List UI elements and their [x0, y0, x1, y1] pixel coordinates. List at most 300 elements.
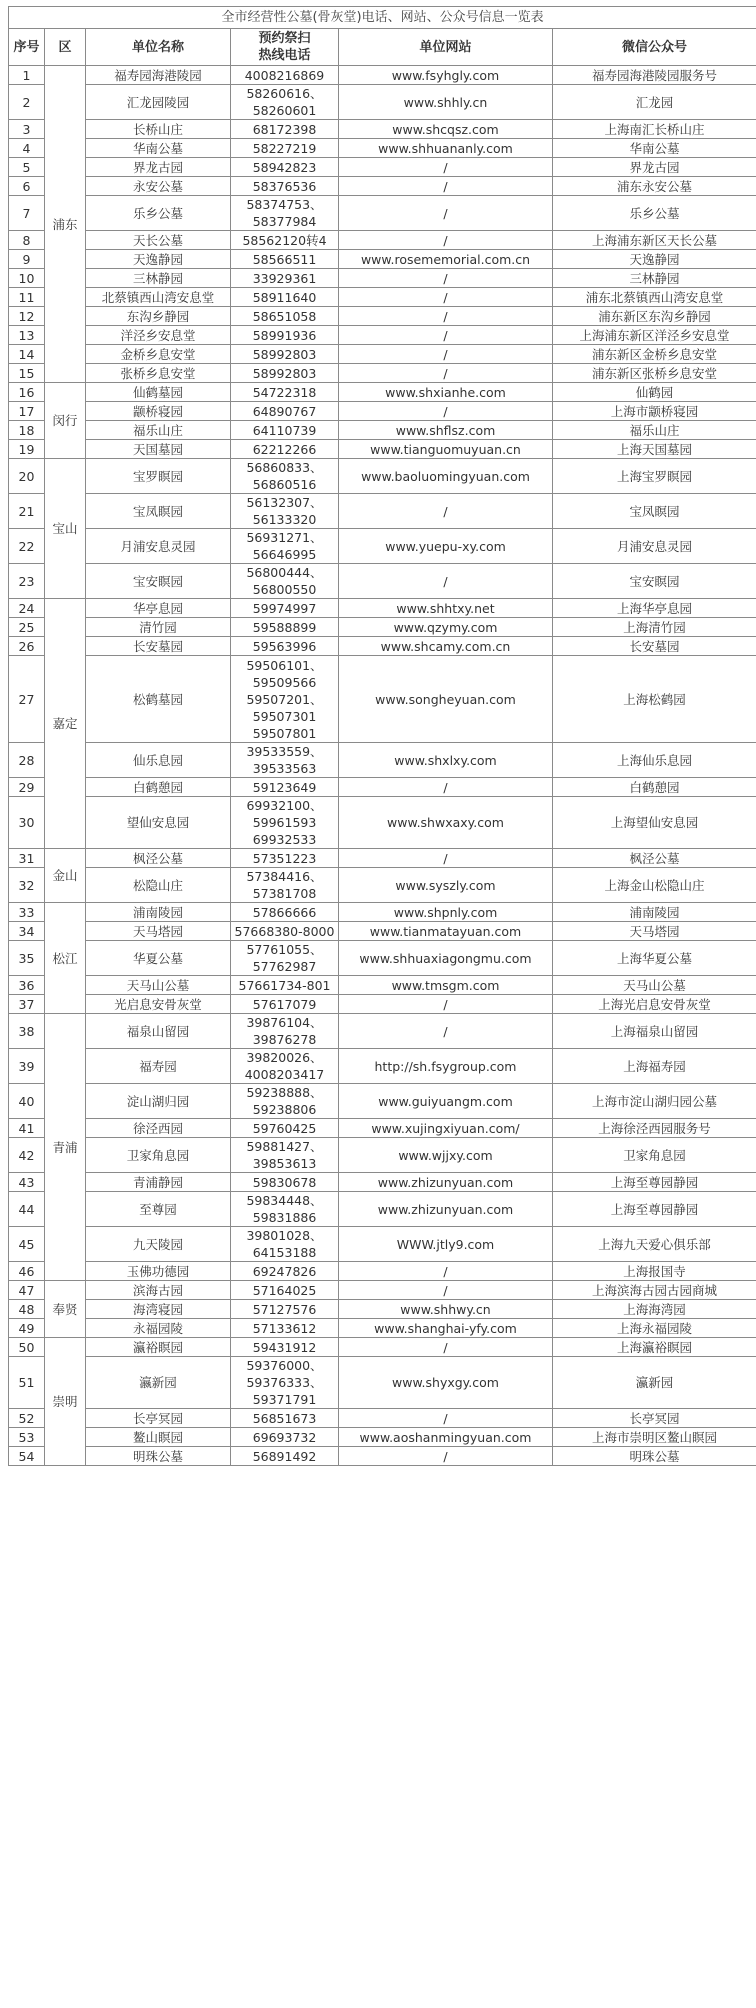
cell-district: 嘉定	[45, 599, 86, 849]
phone-line: 56646995	[252, 547, 317, 562]
cell-no: 7	[9, 196, 45, 231]
phone-line: 39801028、	[246, 1228, 323, 1243]
cell-no: 4	[9, 139, 45, 158]
table-row	[9, 1428, 756, 1447]
cell-name: 宝安瞑园	[86, 564, 231, 599]
cell-phone	[231, 1119, 339, 1138]
cell-site: www.shanghai-yfy.com	[339, 1319, 553, 1338]
table-row	[9, 231, 756, 250]
phone-line: 57381708	[252, 886, 317, 901]
cell-phone	[231, 922, 339, 941]
cell-district: 奉贤	[45, 1281, 86, 1338]
phone-line: 58377984	[252, 214, 317, 229]
table-row	[9, 120, 756, 139]
cell-no: 38	[9, 1014, 45, 1049]
phone-line: 59961593	[252, 815, 317, 830]
phone-line: 58992803	[252, 346, 317, 362]
cell-no: 52	[9, 1409, 45, 1428]
cell-wechat: 月浦安息灵园	[553, 529, 756, 564]
phone-line: 39820026、	[246, 1050, 323, 1065]
phone-line: 39853613	[252, 1156, 317, 1171]
cell-district: 金山	[45, 849, 86, 903]
cell-phone	[231, 364, 339, 383]
cell-name: 长桥山庄	[86, 120, 231, 139]
cell-name: 月浦安息灵园	[86, 529, 231, 564]
cell-name: 福乐山庄	[86, 421, 231, 440]
cell-phone	[231, 656, 339, 743]
cell-name: 仙乐息园	[86, 743, 231, 778]
cell-wechat: 仙鹤园	[553, 383, 756, 402]
cell-name: 三林静园	[86, 269, 231, 288]
phone-line: 59238806	[252, 1102, 317, 1117]
cell-name: 东沟乡静园	[86, 307, 231, 326]
cell-name: 至尊园	[86, 1192, 231, 1227]
phone-line: 59831886	[252, 1210, 317, 1225]
cell-no: 49	[9, 1319, 45, 1338]
cell-no: 9	[9, 250, 45, 269]
cell-name: 松隐山庄	[86, 868, 231, 903]
cell-phone	[231, 797, 339, 849]
phone-line: 69932100、	[246, 798, 323, 813]
cell-district: 闵行	[45, 383, 86, 459]
phone-line: 59507301	[252, 708, 317, 724]
cell-name: 仙鹤墓园	[86, 383, 231, 402]
cell-site: www.zhizunyuan.com	[339, 1192, 553, 1227]
phone-line: 59376333、	[246, 1375, 323, 1390]
phone-line: 39876278	[252, 1032, 317, 1047]
cell-no: 6	[9, 177, 45, 196]
cell-no: 16	[9, 383, 45, 402]
cell-site: www.shflsz.com	[339, 421, 553, 440]
cell-site: /	[339, 1338, 553, 1357]
cell-wechat: 上海南汇长桥山庄	[553, 120, 756, 139]
phone-line: 39876104、	[246, 1015, 323, 1030]
cell-wechat: 明珠公墓	[553, 1447, 756, 1466]
cell-site: www.shcqsz.com	[339, 120, 553, 139]
cell-phone	[231, 1319, 339, 1338]
cell-phone	[231, 1447, 339, 1466]
cell-wechat: 上海松鹤园	[553, 656, 756, 743]
cell-wechat: 福乐山庄	[553, 421, 756, 440]
cell-name: 天马塔园	[86, 922, 231, 941]
cell-wechat: 天马塔园	[553, 922, 756, 941]
cell-name: 界龙古园	[86, 158, 231, 177]
phone-line: 58992803	[252, 365, 317, 381]
cell-no: 1	[9, 66, 45, 85]
cell-wechat: 长安墓园	[553, 637, 756, 656]
header-district: 区	[45, 29, 86, 66]
cell-wechat: 上海浦东新区天长公墓	[553, 231, 756, 250]
phone-line: 69247826	[252, 1263, 317, 1279]
cell-site: www.qzymy.com	[339, 618, 553, 637]
cell-phone	[231, 1227, 339, 1262]
phone-line: 57351223	[252, 850, 317, 866]
cell-phone	[231, 459, 339, 494]
cell-no: 8	[9, 231, 45, 250]
cell-no: 13	[9, 326, 45, 345]
phone-line: 59830678	[252, 1174, 317, 1190]
cell-wechat: 宝安瞑园	[553, 564, 756, 599]
cell-no: 47	[9, 1281, 45, 1300]
cell-wechat: 界龙古园	[553, 158, 756, 177]
cell-phone	[231, 1428, 339, 1447]
table-row	[9, 288, 756, 307]
cell-wechat: 上海市崇明区鳌山瞑园	[553, 1428, 756, 1447]
cell-site: /	[339, 1262, 553, 1281]
cell-name: 瀛新园	[86, 1357, 231, 1409]
cell-name: 福泉山留园	[86, 1014, 231, 1049]
cell-name: 浦南陵园	[86, 903, 231, 922]
cell-phone	[231, 941, 339, 976]
cell-name: 福寿园	[86, 1049, 231, 1084]
phone-line: 57133612	[252, 1320, 317, 1336]
phone-line: 56800444、	[246, 565, 323, 580]
phone-line: 59506101、	[246, 657, 323, 673]
table-row	[9, 139, 756, 158]
cell-wechat: 长亭冥园	[553, 1409, 756, 1428]
cell-no: 14	[9, 345, 45, 364]
phone-line: 57661734-801	[238, 977, 331, 993]
table-row	[9, 849, 756, 868]
cell-name: 鳌山瞑园	[86, 1428, 231, 1447]
cell-wechat: 福寿园海港陵园服务号	[553, 66, 756, 85]
cell-wechat: 浦东永安公墓	[553, 177, 756, 196]
table-row	[9, 1262, 756, 1281]
cell-site: www.shhtxy.net	[339, 599, 553, 618]
cell-no: 30	[9, 797, 45, 849]
cell-site: /	[339, 326, 553, 345]
cell-site: www.songheyuan.com	[339, 656, 553, 743]
phone-line: 56860516	[252, 477, 317, 492]
table-title: 全市经营性公墓(骨灰堂)电话、网站、公众号信息一览表	[9, 7, 756, 29]
cell-name: 天国墓园	[86, 440, 231, 459]
table-row	[9, 1300, 756, 1319]
cell-site: http://sh.fsygroup.com	[339, 1049, 553, 1084]
table-row	[9, 976, 756, 995]
cell-site: www.shhuaxiagongmu.com	[339, 941, 553, 976]
table-row	[9, 1319, 756, 1338]
table-row	[9, 1138, 756, 1173]
table-row	[9, 1357, 756, 1409]
cell-site: /	[339, 402, 553, 421]
phone-line: 59238888、	[246, 1085, 323, 1100]
phone-line: 56860833、	[246, 460, 323, 475]
cell-site: /	[339, 494, 553, 529]
cell-name: 天长公墓	[86, 231, 231, 250]
table-row	[9, 85, 756, 120]
cell-no: 29	[9, 778, 45, 797]
cell-phone	[231, 307, 339, 326]
cell-wechat: 卫家角息园	[553, 1138, 756, 1173]
cell-name: 华夏公墓	[86, 941, 231, 976]
cell-site: www.tianmatayuan.com	[339, 922, 553, 941]
cell-site: /	[339, 364, 553, 383]
cell-no: 20	[9, 459, 45, 494]
cell-wechat: 天逸静园	[553, 250, 756, 269]
cell-phone	[231, 1262, 339, 1281]
cell-wechat: 上海市淀山湖归园公墓	[553, 1084, 756, 1119]
table-row	[9, 1084, 756, 1119]
table-row	[9, 250, 756, 269]
cell-wechat: 三林静园	[553, 269, 756, 288]
table-row	[9, 656, 756, 743]
cell-name: 卫家角息园	[86, 1138, 231, 1173]
cell-phone	[231, 326, 339, 345]
cell-site: /	[339, 307, 553, 326]
phone-line: 69932533	[252, 832, 317, 847]
table-row	[9, 618, 756, 637]
cell-no: 34	[9, 922, 45, 941]
cell-wechat: 上海海湾园	[553, 1300, 756, 1319]
cell-name: 张桥乡息安堂	[86, 364, 231, 383]
phone-line: 64153188	[252, 1245, 317, 1260]
cell-phone	[231, 1338, 339, 1357]
cell-wechat: 上海瀛裕瞑园	[553, 1338, 756, 1357]
cell-wechat: 上海徐泾西园服务号	[553, 1119, 756, 1138]
phone-line: 39533559、	[246, 744, 323, 759]
cell-wechat: 上海九天爱心俱乐部	[553, 1227, 756, 1262]
cell-name: 光启息安骨灰堂	[86, 995, 231, 1014]
cell-wechat: 上海华亭息园	[553, 599, 756, 618]
cell-name: 北蔡镇西山湾安息堂	[86, 288, 231, 307]
cell-phone	[231, 440, 339, 459]
cell-site: www.tianguomuyuan.cn	[339, 440, 553, 459]
cell-site: www.shyxgy.com	[339, 1357, 553, 1409]
table-row	[9, 995, 756, 1014]
cell-site: /	[339, 231, 553, 250]
phone-line: 59974997	[252, 600, 317, 616]
cell-name: 华亭息园	[86, 599, 231, 618]
cell-no: 33	[9, 903, 45, 922]
header-site: 单位网站	[339, 29, 553, 66]
cell-no: 2	[9, 85, 45, 120]
cell-name: 清竹园	[86, 618, 231, 637]
cell-name: 玉佛功德园	[86, 1262, 231, 1281]
cell-wechat: 上海宝罗瞑园	[553, 459, 756, 494]
phone-line: 58911640	[252, 289, 317, 305]
header-name: 单位名称	[86, 29, 231, 66]
cell-phone	[231, 1138, 339, 1173]
cell-no: 44	[9, 1192, 45, 1227]
table-row	[9, 564, 756, 599]
table-row	[9, 66, 756, 85]
cell-name: 金桥乡息安堂	[86, 345, 231, 364]
phone-line: 64890767	[252, 403, 317, 419]
cell-phone	[231, 231, 339, 250]
cell-wechat: 上海报国寺	[553, 1262, 756, 1281]
cell-no: 26	[9, 637, 45, 656]
cell-phone	[231, 1357, 339, 1409]
phone-line: 62212266	[252, 441, 317, 457]
table-row	[9, 1014, 756, 1049]
cell-no: 51	[9, 1357, 45, 1409]
cell-no: 15	[9, 364, 45, 383]
cell-site: www.rosememorial.com.cn	[339, 250, 553, 269]
phone-line: 59881427、	[246, 1139, 323, 1154]
cell-wechat: 浦南陵园	[553, 903, 756, 922]
cell-name: 宝凤瞑园	[86, 494, 231, 529]
cell-name: 乐乡公墓	[86, 196, 231, 231]
cell-no: 37	[9, 995, 45, 1014]
table-row	[9, 1281, 756, 1300]
cell-site: /	[339, 345, 553, 364]
cell-wechat: 上海金山松隐山庄	[553, 868, 756, 903]
cell-wechat: 上海至尊园静园	[553, 1173, 756, 1192]
table-row	[9, 326, 756, 345]
table-row	[9, 421, 756, 440]
phone-line: 56800550	[252, 582, 317, 597]
table-row	[9, 1192, 756, 1227]
cell-site: /	[339, 849, 553, 868]
phone-line: 56851673	[252, 1410, 317, 1426]
cell-phone	[231, 868, 339, 903]
table-row	[9, 743, 756, 778]
cell-no: 31	[9, 849, 45, 868]
cell-wechat: 白鹤憩园	[553, 778, 756, 797]
cell-district: 崇明	[45, 1338, 86, 1466]
cell-no: 36	[9, 976, 45, 995]
cell-wechat: 瀛新园	[553, 1357, 756, 1409]
cell-name: 淀山湖归园	[86, 1084, 231, 1119]
cell-no: 22	[9, 529, 45, 564]
table-row	[9, 459, 756, 494]
cell-name: 白鹤憩园	[86, 778, 231, 797]
cell-phone	[231, 1409, 339, 1428]
phone-line: 68172398	[252, 121, 317, 137]
phone-line: 57761055、	[246, 942, 323, 957]
cell-name: 永福园陵	[86, 1319, 231, 1338]
phone-line: 58651058	[252, 308, 317, 324]
table-row	[9, 494, 756, 529]
cell-site: www.shpnly.com	[339, 903, 553, 922]
cell-phone	[231, 345, 339, 364]
cell-phone	[231, 250, 339, 269]
cell-site: www.zhizunyuan.com	[339, 1173, 553, 1192]
cell-no: 27	[9, 656, 45, 743]
phone-line: 59588899	[252, 619, 317, 635]
phone-line: 69693732	[252, 1429, 317, 1445]
phone-line: 58376536	[252, 178, 317, 194]
cell-phone	[231, 158, 339, 177]
table-row	[9, 1409, 756, 1428]
table-row	[9, 307, 756, 326]
phone-line: 58562120转4	[242, 232, 327, 248]
cell-name: 长亭冥园	[86, 1409, 231, 1428]
cell-no: 24	[9, 599, 45, 618]
cell-name: 华南公墓	[86, 139, 231, 158]
cell-site: /	[339, 196, 553, 231]
cell-wechat: 上海仙乐息园	[553, 743, 756, 778]
cell-site: www.wjjxy.com	[339, 1138, 553, 1173]
cell-site: www.shhly.cn	[339, 85, 553, 120]
phone-line: 4008216869	[244, 67, 325, 83]
cell-no: 40	[9, 1084, 45, 1119]
cell-wechat: 浦东新区金桥乡息安堂	[553, 345, 756, 364]
cell-no: 17	[9, 402, 45, 421]
cell-no: 19	[9, 440, 45, 459]
phone-line: 33929361	[252, 270, 317, 286]
table-row	[9, 364, 756, 383]
cell-wechat: 上海华夏公墓	[553, 941, 756, 976]
table-row	[9, 440, 756, 459]
table-row	[9, 637, 756, 656]
cell-site: www.shhwy.cn	[339, 1300, 553, 1319]
cell-name: 海湾寝园	[86, 1300, 231, 1319]
cell-no: 10	[9, 269, 45, 288]
cell-no: 48	[9, 1300, 45, 1319]
cell-wechat: 汇龙园	[553, 85, 756, 120]
cemetery-info-table	[8, 6, 756, 1466]
cell-no: 45	[9, 1227, 45, 1262]
cell-no: 25	[9, 618, 45, 637]
cell-name: 明珠公墓	[86, 1447, 231, 1466]
cell-name: 瀛裕瞑园	[86, 1338, 231, 1357]
cell-site: /	[339, 288, 553, 307]
cell-no: 11	[9, 288, 45, 307]
cell-site: /	[339, 1409, 553, 1428]
cell-site: /	[339, 778, 553, 797]
cell-site: /	[339, 269, 553, 288]
table-row	[9, 922, 756, 941]
cell-phone	[231, 529, 339, 564]
cell-phone	[231, 903, 339, 922]
cell-no: 5	[9, 158, 45, 177]
header-phone	[231, 29, 339, 66]
table-row	[9, 1119, 756, 1138]
cell-wechat: 乐乡公墓	[553, 196, 756, 231]
cell-phone	[231, 976, 339, 995]
phone-line: 57164025	[252, 1282, 317, 1298]
phone-line: 59507201、	[246, 691, 323, 707]
cell-name: 枫泾公墓	[86, 849, 231, 868]
cell-name: 永安公墓	[86, 177, 231, 196]
cell-phone	[231, 1281, 339, 1300]
cell-district: 青浦	[45, 1014, 86, 1281]
cell-site: /	[339, 564, 553, 599]
cell-wechat: 上海天国墓园	[553, 440, 756, 459]
phone-line: 56133320	[252, 512, 317, 527]
cell-wechat: 浦东新区张桥乡息安堂	[553, 364, 756, 383]
phone-line: 59834448、	[246, 1193, 323, 1208]
cell-district: 宝山	[45, 459, 86, 599]
cell-phone	[231, 1300, 339, 1319]
cell-site: www.yuepu-xy.com	[339, 529, 553, 564]
cell-wechat: 上海清竹园	[553, 618, 756, 637]
cell-phone	[231, 637, 339, 656]
table-row	[9, 941, 756, 976]
table-row	[9, 196, 756, 231]
cell-district: 松江	[45, 903, 86, 1014]
cell-phone	[231, 421, 339, 440]
phone-line: 56132307、	[246, 495, 323, 510]
cell-site: www.xujingxiyuan.com/	[339, 1119, 553, 1138]
cell-wechat: 浦东新区东沟乡静园	[553, 307, 756, 326]
cell-no: 32	[9, 868, 45, 903]
cell-name: 滨海古园	[86, 1281, 231, 1300]
table-row	[9, 1049, 756, 1084]
cell-phone	[231, 743, 339, 778]
table-row	[9, 903, 756, 922]
cell-site: www.shcamy.com.cn	[339, 637, 553, 656]
cell-phone	[231, 120, 339, 139]
cell-no: 39	[9, 1049, 45, 1084]
cell-phone	[231, 66, 339, 85]
cell-phone	[231, 618, 339, 637]
header-wechat: 微信公众号	[553, 29, 756, 66]
phone-line: 58566511	[252, 251, 317, 267]
cell-phone	[231, 383, 339, 402]
cell-phone	[231, 177, 339, 196]
